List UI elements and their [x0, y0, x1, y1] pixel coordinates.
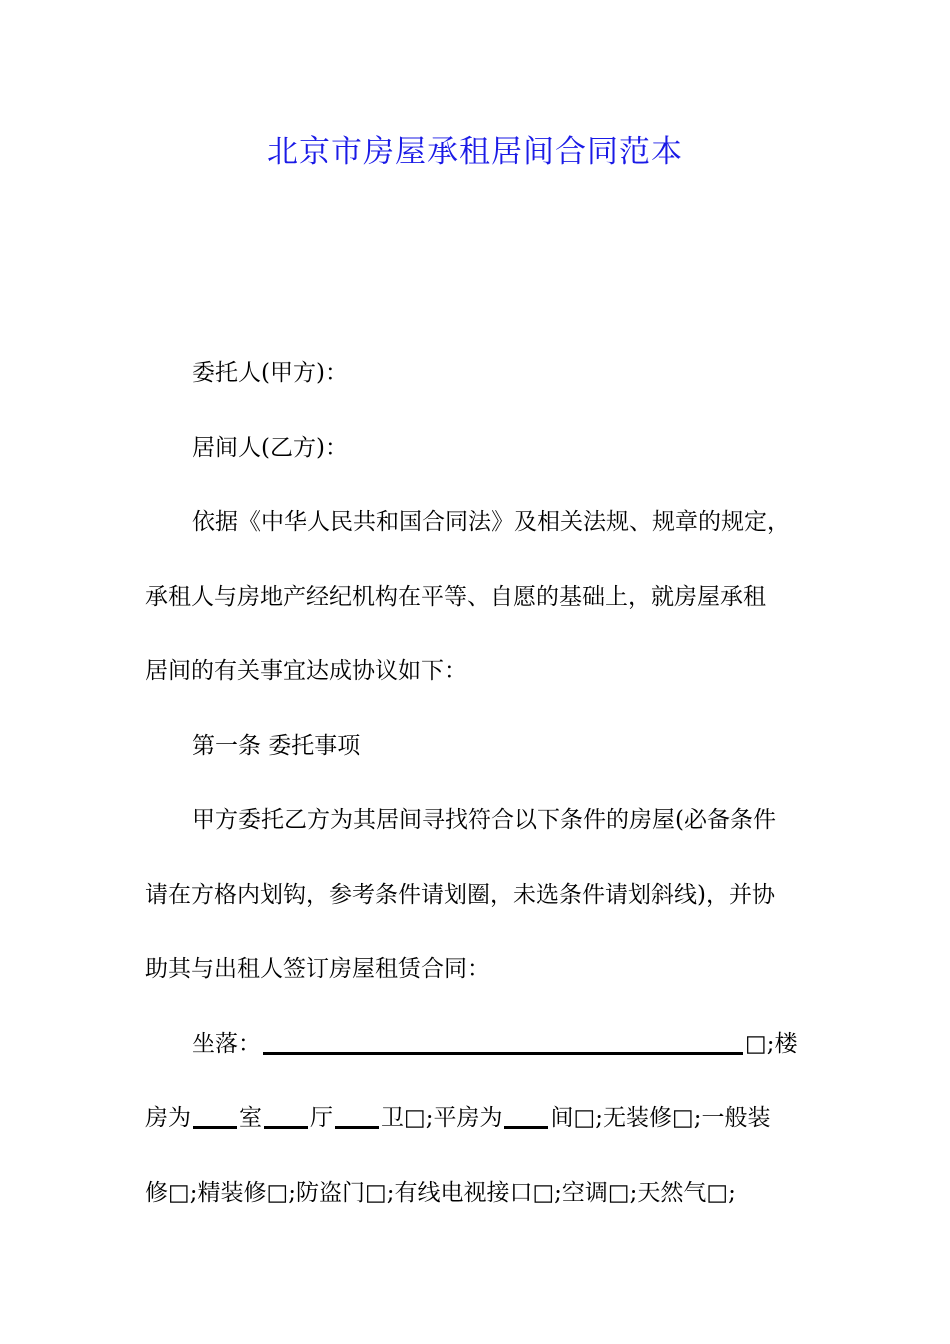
rooms-text: 间□;无装修□;一般装: [550, 1105, 771, 1131]
rooms-text: 厅: [310, 1105, 333, 1131]
article-1-line: 甲方委托乙方为其居间寻找符合以下条件的房屋(必备条件: [192, 807, 776, 833]
rooms-text: 卫□;平房为: [381, 1105, 503, 1131]
article-1-line: 请在方格内划钩，参考条件请划圈，未选条件请划斜线)，并协: [145, 881, 775, 908]
document-body: [145, 336, 825, 1230]
features-line: 修□;精装修□;防盗门□;有线电视接口□;空调□;天然气□;: [145, 1179, 736, 1206]
rooms-text: 室: [239, 1105, 262, 1131]
preamble-line: 居间的有关事宜达成协议如下：: [145, 658, 467, 684]
halls-blank: [264, 1103, 308, 1129]
document-title: 北京市房屋承租居间合同范本: [267, 134, 683, 170]
baths-blank: [335, 1103, 379, 1129]
location-blank: [263, 1029, 743, 1055]
client-label: 委托人(甲方)：: [192, 360, 348, 386]
location-label: 坐落：: [192, 1030, 261, 1057]
location-line: [145, 1007, 825, 1082]
agent-label: 居间人(乙方)：: [192, 434, 348, 461]
bungalow-rooms-blank: [504, 1103, 548, 1129]
rooms-blank: [193, 1103, 237, 1129]
rooms-text: 房为: [145, 1105, 191, 1131]
article-1-heading: 第一条 委托事项: [192, 732, 361, 759]
article-1-line: 助其与出租人签订房屋租赁合同：: [145, 956, 490, 982]
location-after-blank: □;楼: [745, 1030, 798, 1057]
preamble-line: 承租人与房地产经纪机构在平等、自愿的基础上，就房屋承租: [145, 583, 766, 610]
preamble-line: 依据《中华人民共和国合同法》及相关法规、规章的规定，: [192, 509, 790, 535]
rooms-line: [145, 1081, 825, 1156]
